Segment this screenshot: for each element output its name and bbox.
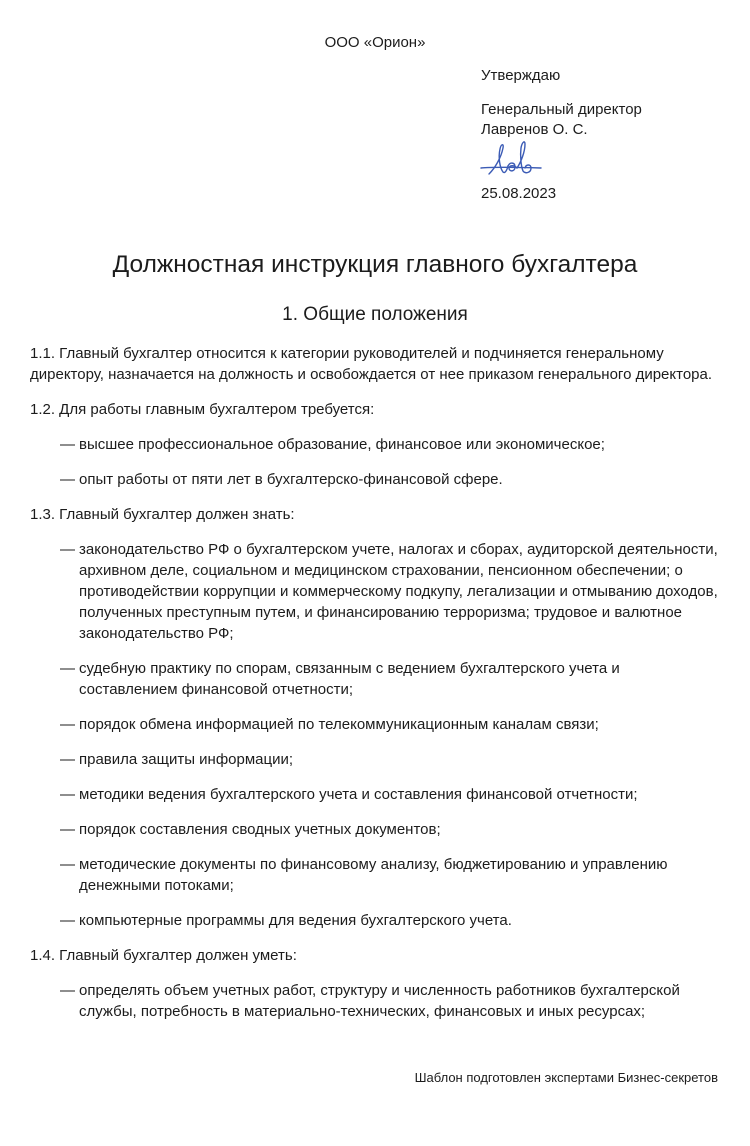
dash-bullet: — [60, 821, 75, 838]
list-item [60, 854, 720, 896]
list-item-text: методики ведения бухгалтерского учета и составления финансовой отчетности; [79, 786, 638, 803]
list-item [60, 658, 720, 700]
organization-name: ООО «Орион» [324, 34, 426, 51]
list-item-text: методические документы по финансовому анализу, бюджетированию и управлению денежными потоками; [79, 856, 668, 894]
approval-label: Утверждаю [481, 67, 561, 84]
list-item [60, 749, 720, 770]
clause-1-3: 1.3. Главный бухгалтер должен знать: [30, 506, 295, 523]
approver-name: Лавренов О. С. [481, 121, 588, 138]
list-item-text: определять объем учетных работ, структуру и численность работников бухгалтерской службы, потребность в материально-технических, финансовых и иных ресурсах; [79, 982, 680, 1020]
dash-bullet: — [60, 471, 75, 488]
list-item [60, 980, 720, 1022]
clause-1-1: 1.1. Главный бухгалтер относится к категории руководителей и подчиняется генеральному директору, назначается на должность и освобождается от нее приказом генерального директора. [30, 345, 713, 383]
dash-bullet: — [60, 982, 75, 999]
dash-bullet: — [60, 786, 75, 803]
section-heading: 1. Общие положения [282, 304, 468, 325]
list-item [60, 784, 720, 805]
clause-1-2: 1.2. Для работы главным бухгалтером требуется: [30, 401, 375, 418]
list-item [60, 714, 720, 735]
list-item-text: правила защиты информации; [79, 751, 294, 768]
approval-date: 25.08.2023 [481, 185, 557, 202]
clause-1-4: 1.4. Главный бухгалтер должен уметь: [30, 947, 297, 964]
dash-bullet: — [60, 660, 75, 677]
dash-bullet: — [60, 541, 75, 558]
list-item [60, 434, 720, 455]
list-item-text: порядок составления сводных учетных документов; [79, 821, 441, 838]
list-item-text: порядок обмена информацией по телекоммуникационным каналам связи; [79, 716, 599, 733]
template-credit: Шаблон подготовлен экспертами Бизнес-секретов [414, 1070, 718, 1085]
list-item-text: компьютерные программы для ведения бухгалтерского учета. [79, 912, 512, 929]
dash-bullet: — [60, 856, 75, 873]
list-item [60, 539, 720, 644]
dash-bullet: — [60, 751, 75, 768]
list-item-text: законодательство РФ о бухгалтерском учете, налогах и сборах, аудиторской деятельности, архивном деле, социальном и медицинском страховании, пенсионном обеспечении; о противодействии коррупции и коммерческому подкупу, легализации и отмыванию доходов, полученных преступным путем, и финансированию терроризма; трудовое и валютное законодательство РФ; [79, 541, 718, 642]
list-item [60, 469, 720, 490]
dash-bullet: — [60, 912, 75, 929]
signature-icon [481, 140, 642, 184]
approval-block [481, 66, 642, 204]
list-item [60, 819, 720, 840]
dash-bullet: — [60, 716, 75, 733]
dash-bullet: — [60, 436, 75, 453]
list-item-text: высшее профессиональное образование, финансовое или экономическое; [79, 436, 605, 453]
list-item-text: судебную практику по спорам, связанным с ведением бухгалтерского учета и составлением финансовой отчетности; [79, 660, 620, 698]
approver-position: Генеральный директор [481, 101, 642, 118]
list-item-text: опыт работы от пяти лет в бухгалтерско-финансовой сфере. [79, 471, 503, 488]
document-title: Должностная инструкция главного бухгалтера [112, 251, 638, 278]
list-item [60, 910, 720, 931]
section-content [30, 343, 720, 1036]
